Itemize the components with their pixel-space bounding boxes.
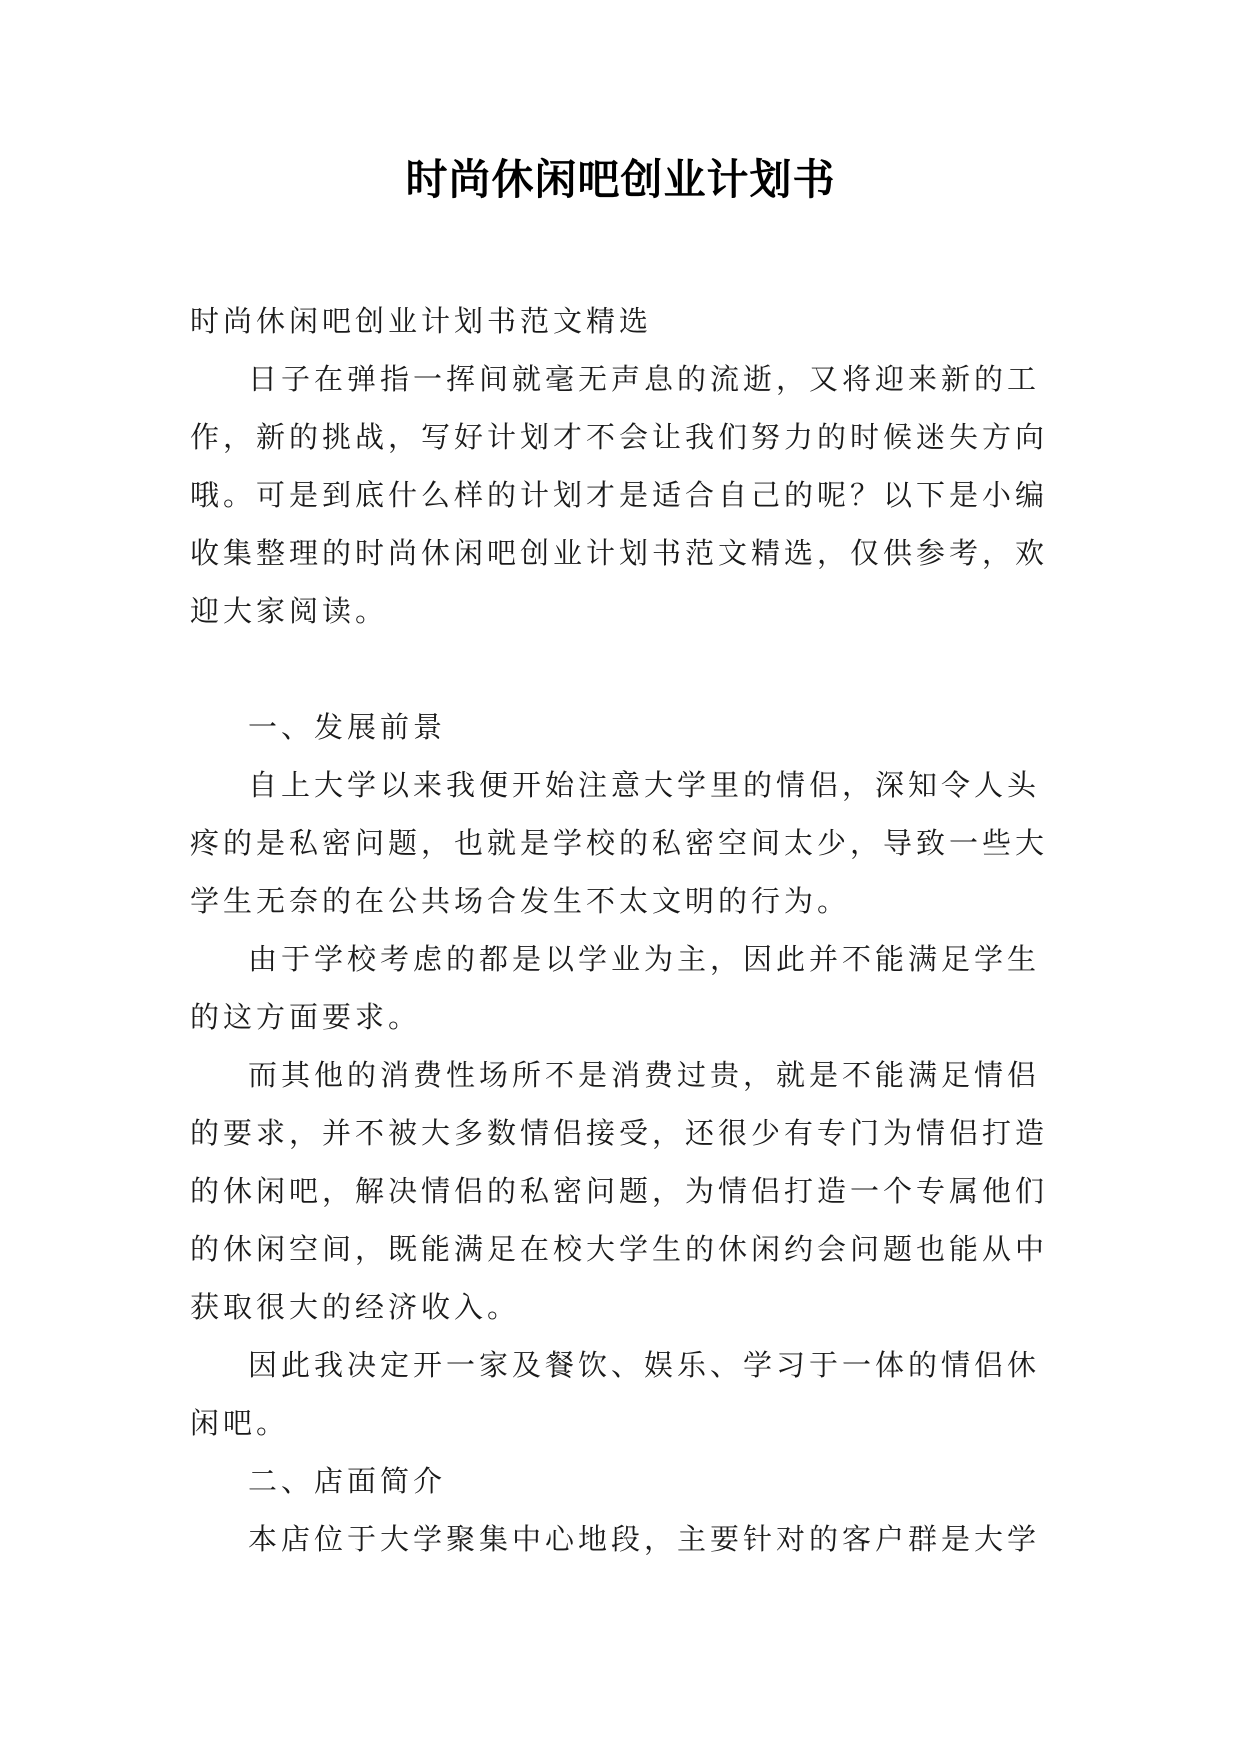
body-paragraph: 由于学校考虑的都是以学业为主，因此并不能满足学生的这方面要求。: [190, 942, 1041, 1034]
document-subtitle: 时尚休闲吧创业计划书范文精选: [190, 304, 653, 338]
body-paragraph: 而其他的消费性场所不是消费过贵，就是不能满足情侣的要求，并不被大多数情侣接受，还很少有专门为情侣打造的休闲吧，解决情侣的私密问题，为情侣打造一个专属他们的休闲空间，既能满足在校大学生的休闲约会问题也能从中获取很大的经济收入。: [190, 1058, 1049, 1324]
section-heading-prospects: 一、发展前景: [248, 710, 447, 744]
document-body: [190, 292, 1052, 1568]
paragraph-spacer: [190, 640, 1052, 698]
body-paragraph: 自上大学以来我便开始注意大学里的情侣，深知令人头疼的是私密问题，也就是学校的私密空间太少，导致一些大学生无奈的在公共场合发生不太文明的行为。: [190, 768, 1049, 918]
body-paragraph: 本店位于大学聚集中心地段，主要针对的客户群是大学: [248, 1522, 1041, 1556]
section-heading-store-intro: 二、店面简介: [248, 1464, 447, 1498]
page-title: 时尚休闲吧创业计划书: [405, 155, 836, 204]
body-paragraph: 因此我决定开一家及餐饮、娱乐、学习于一体的情侣休闲吧。: [190, 1348, 1041, 1440]
intro-paragraph: 日子在弹指一挥间就毫无声息的流逝，又将迎来新的工作，新的挑战，写好计划才不会让我们努力的时候迷失方向哦。可是到底什么样的计划才是适合自己的呢？以下是小编收集整理的时尚休闲吧创业计划书范文精选，仅供参考，欢迎大家阅读。: [190, 362, 1049, 628]
